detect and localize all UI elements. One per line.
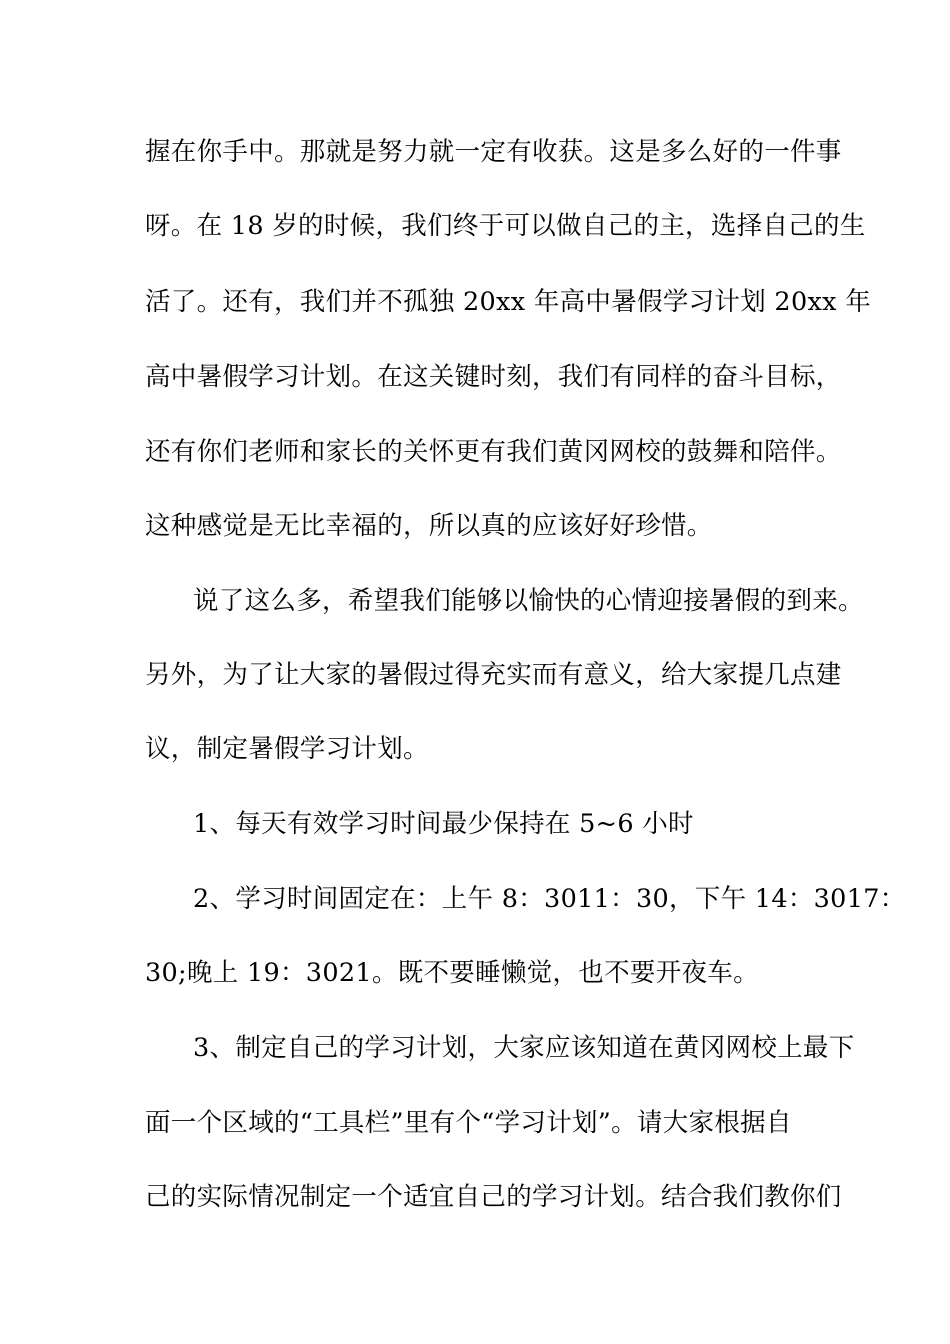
text-line: 握在你手中。那就是努力就一定有收获。这是多么好的一件事 [145, 137, 842, 167]
text-line: 呀。在 18 岁的时候，我们终于可以做自己的主，选择自己的生 [145, 211, 866, 241]
text-line: 议，制定暑假学习计划。 [145, 734, 429, 764]
text-line: 还有你们老师和家长的关怀更有我们黄冈网校的鼓舞和陪伴。 [145, 437, 842, 467]
text-line: 另外，为了让大家的暑假过得充实而有意义，给大家提几点建 [145, 660, 842, 690]
text-line: 30;晚上 19：3021。既不要睡懒觉，也不要开夜车。 [145, 958, 759, 988]
text-line: 这种感觉是无比幸福的，所以真的应该好好珍惜。 [145, 511, 713, 541]
text-line: 活了。还有，我们并不孤独 20xx 年高中暑假学习计划 20xx 年 [145, 287, 872, 317]
paragraph-first-line: 说了这么多，希望我们能够以愉快的心情迎接暑假的到来。 [193, 586, 864, 616]
list-item-2: 2、学习时间固定在：上午 8：3011：30，下午 14：3017： [193, 884, 906, 914]
text-line: 己的实际情况制定一个适宜自己的学习计划。结合我们教你们 [145, 1182, 842, 1212]
text-line: 面一个区域的“工具栏”里有个“学习计划”。请大家根据自 [145, 1108, 792, 1138]
list-item-3: 3、制定自己的学习计划，大家应该知道在黄冈网校上最下 [193, 1033, 855, 1063]
list-item-1: 1、每天有效学习时间最少保持在 5~6 小时 [193, 809, 694, 839]
text-line: 高中暑假学习计划。在这关键时刻，我们有同样的奋斗目标， [145, 362, 842, 392]
